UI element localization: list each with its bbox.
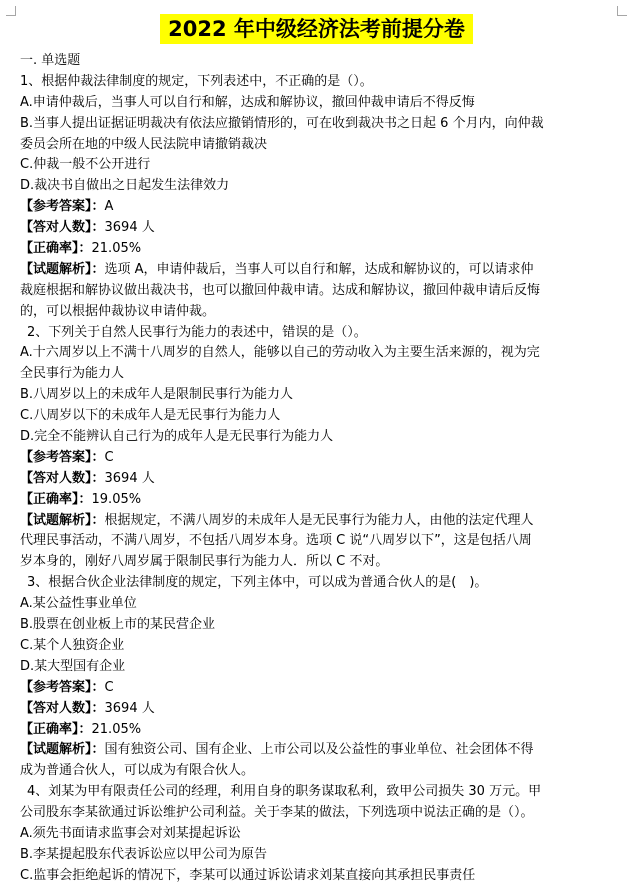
rate-label: 【正确率】： [20, 491, 92, 507]
question-4-stem: 4、刘某为甲有限责任公司的经理，利用自身的职务谋取私利，致甲公司损失 30 万元。甲 [27, 784, 542, 800]
count-label: 【答对人数】： [20, 700, 105, 716]
count-label: 【答对人数】： [20, 220, 105, 236]
analysis-label: 【试题解析】： [20, 742, 105, 758]
count-value: 3694 人 [104, 220, 155, 236]
rate-value: 21.05% [91, 721, 142, 737]
question-1-stem: 1、根据仲裁法律制度的规定，下列表述中，不正确的是（）。 [20, 73, 373, 89]
question-3-analysis [20, 740, 616, 761]
answer-label: 【参考答案】： [20, 199, 105, 215]
question-1-rate [20, 239, 616, 260]
count-label: 【答对人数】： [20, 470, 105, 486]
question-3-answer [20, 678, 616, 699]
rate-label: 【正确率】： [20, 241, 92, 257]
rate-value: 21.05% [91, 241, 142, 257]
analysis-label: 【试题解析】： [20, 512, 105, 528]
question-1-count [20, 218, 616, 239]
question-3-rate [20, 720, 616, 741]
question-1-analysis-cont: 的，可以根据仲裁协议申请仲裁。 [20, 303, 216, 319]
question-1-option-b-cont: 委员会所在地的中级人民法院申请撤销裁决 [20, 136, 268, 152]
question-4-option-c: C.监事会拒绝起诉的情况下，李某可以通过诉讼请求刘某直接向其承担民事责任 [20, 867, 476, 883]
document-title: 2022 年中级经济法考前提分卷 [160, 14, 473, 44]
question-3-analysis-cont: 成为普通合伙人，可以成为有限合伙人。 [20, 763, 255, 779]
question-3-stem: 3、根据合伙企业法律制度的规定，下列主体中，可以成为普通合伙人的是( )。 [27, 575, 488, 591]
question-3-count [20, 699, 616, 720]
question-1-analysis-cont: 裁庭根据和解协议做出裁决书，也可以撤回仲裁申请。达成和解协议，撤回仲裁申请后反悔 [20, 282, 541, 298]
rate-label: 【正确率】： [20, 721, 92, 737]
question-4-option-a: A.须先书面请求监事会对刘某提起诉讼 [20, 825, 241, 841]
question-2-analysis-cont: 岁本身的，刚好八周岁属于限制民事行为能力人．所以 C 不对。 [20, 554, 389, 570]
title-container [0, 14, 633, 44]
question-3-option-b: B.股票在创业板上市的某民营企业 [20, 617, 216, 633]
question-2-option-a-cont: 全民事行为能力人 [20, 366, 125, 382]
question-2-stem: 2、下列关于自然人民事行为能力的表述中，错误的是（）。 [27, 324, 367, 340]
question-3-option-a: A.某公益性事业单位 [20, 596, 137, 612]
document-body [20, 51, 616, 887]
question-2-option-a: A.十六周岁以上不满十八周岁的自然人，能够以自己的劳动收入为主要生活来源的，视为完 [20, 345, 540, 361]
answer-value: C [104, 449, 114, 465]
analysis-text: 根据规定，不满八周岁的未成年人是无民事行为能力人，由他的法定代理人 [104, 512, 534, 528]
answer-label: 【参考答案】： [20, 679, 105, 695]
analysis-text: 国有独资公司、国有企业、上市公司以及公益性的事业单位、社会团体不得 [104, 742, 534, 758]
count-value: 3694 人 [104, 700, 155, 716]
question-3-option-c: C.某个人独资企业 [20, 637, 125, 653]
analysis-label: 【试题解析】： [20, 261, 105, 277]
analysis-text: 选项 A，申请仲裁后，当事人可以自行和解，达成和解协议的，可以请求仲 [104, 261, 534, 277]
question-3-option-d: D.某大型国有企业 [20, 658, 126, 674]
question-1-option-d: D.裁决书自做出之日起发生法律效力 [20, 178, 230, 194]
question-4-option-b: B.李某提起股东代表诉讼应以甲公司为原告 [20, 846, 268, 862]
rate-value: 19.05% [91, 491, 142, 507]
answer-label: 【参考答案】： [20, 449, 105, 465]
question-2-count [20, 469, 616, 490]
question-1-analysis [20, 260, 616, 281]
count-value: 3694 人 [104, 470, 155, 486]
question-2-option-d: D.完全不能辨认自己行为的成年人是无民事行为能力人 [20, 429, 334, 445]
question-1-option-a: A.申请仲裁后，当事人可以自行和解，达成和解协议，撤回仲裁申请后不得反悔 [20, 94, 475, 110]
section-heading: 一. 单选题 [20, 53, 81, 68]
question-2-rate [20, 490, 616, 511]
question-4-stem-cont: 公司股东李某欲通过诉讼维护公司利益。关于李某的做法，下列选项中说法正确的是（）。 [20, 805, 534, 821]
question-1-option-b: B.当事人提出证据证明裁决有依法应撤销情形的，可在收到裁决书之日起 6 个月内，向仲裁 [20, 115, 544, 131]
question-1-option-c: C.仲裁一般不公开进行 [20, 157, 151, 173]
question-2-analysis-cont: 代理民事活动，不满八周岁，不包括八周岁本身。选项 C 说“八周岁以下”，这是包括八周 [20, 533, 532, 549]
answer-value: C [104, 679, 114, 695]
question-2-analysis [20, 511, 616, 532]
question-2-answer [20, 448, 616, 469]
question-2-option-b: B.八周岁以上的未成年人是限制民事行为能力人 [20, 387, 294, 403]
answer-value: A [104, 199, 114, 215]
question-1-answer [20, 197, 616, 218]
question-2-option-c: C.八周岁以下的未成年人是无民事行为能力人 [20, 408, 281, 424]
